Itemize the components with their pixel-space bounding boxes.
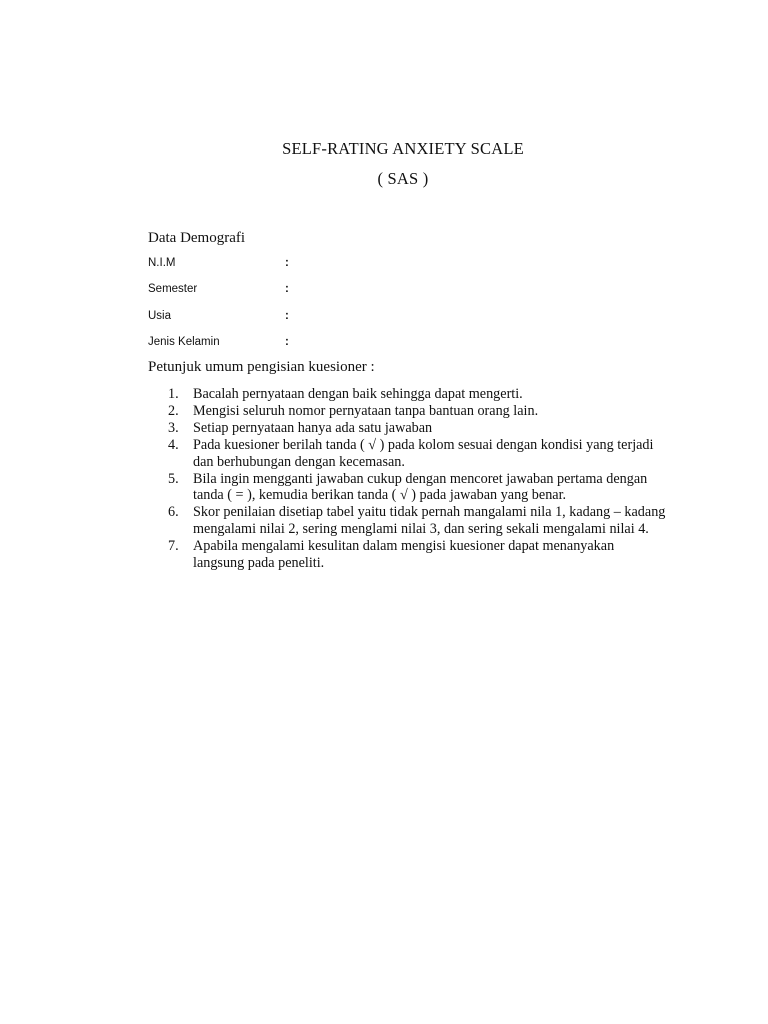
instruction-number: 4. (168, 436, 179, 453)
field-separator: : (285, 283, 289, 295)
demographic-field-semester (148, 283, 448, 301)
instruction-number: 7. (168, 538, 179, 555)
field-separator: : (285, 336, 289, 348)
instruction-text: Skor penilaian disetiap tabel yaitu tidak pernah mangalami nila 1, kadang – kadang mengalami nilai 2, sering menglami nilai 3, dan sering sekali mengalami nilai 4. (193, 504, 666, 538)
instruction-text: Bacalah pernyataan dengan baik sehingga dapat mengerti. (193, 386, 523, 402)
instruction-text: Mengisi seluruh nomor pernyataan tanpa bantuan orang lain. (193, 402, 539, 419)
instruction-text: Bila ingin mengganti jawaban cukup dengan mencoret jawaban pertama dengan tanda ( = ), kemudia berikan tanda ( √ ) pada jawaban yang benar. (193, 470, 648, 504)
document-title: SELF-RATING ANXIETY SCALE (282, 139, 524, 158)
field-label: N.I.M (148, 257, 176, 269)
instructions-heading: Petunjuk umum pengisian kuesioner : (148, 359, 375, 375)
document-subtitle: ( SAS ) (377, 169, 429, 188)
instruction-text: Apabila mengalami kesulitan dalam mengisi kuesioner dapat menanyakan langsung pada peneliti. (193, 538, 615, 572)
instruction-number: 3. (168, 419, 179, 436)
instruction-item (148, 471, 668, 505)
demographics-heading: Data Demografi (148, 230, 246, 246)
instruction-number: 5. (168, 470, 179, 487)
instruction-text: Pada kuesioner berilah tanda ( √ ) pada kolom sesuai dengan kondisi yang terjadi dan berhubungan dengan kecemasan. (193, 436, 654, 470)
instruction-item (148, 403, 668, 420)
field-label: Usia (148, 310, 172, 322)
instruction-text: Setiap pernyataan hanya ada satu jawaban (193, 419, 433, 436)
field-label: Semester (148, 283, 198, 295)
field-label: Jenis Kelamin (148, 336, 220, 348)
instruction-item (148, 420, 668, 437)
instruction-item (148, 386, 668, 403)
instruction-number: 6. (168, 504, 179, 521)
field-separator: : (285, 257, 289, 269)
field-separator: : (285, 310, 289, 322)
instructions-list (148, 386, 668, 572)
instruction-item (148, 437, 668, 471)
instruction-number: 1. (168, 386, 179, 402)
demographic-field-jenis-kelamin (148, 336, 448, 354)
demographic-field-nim (148, 257, 448, 275)
instruction-item (148, 538, 668, 572)
instruction-number: 2. (168, 402, 179, 419)
instruction-item (148, 504, 668, 538)
demographic-field-usia (148, 310, 448, 328)
